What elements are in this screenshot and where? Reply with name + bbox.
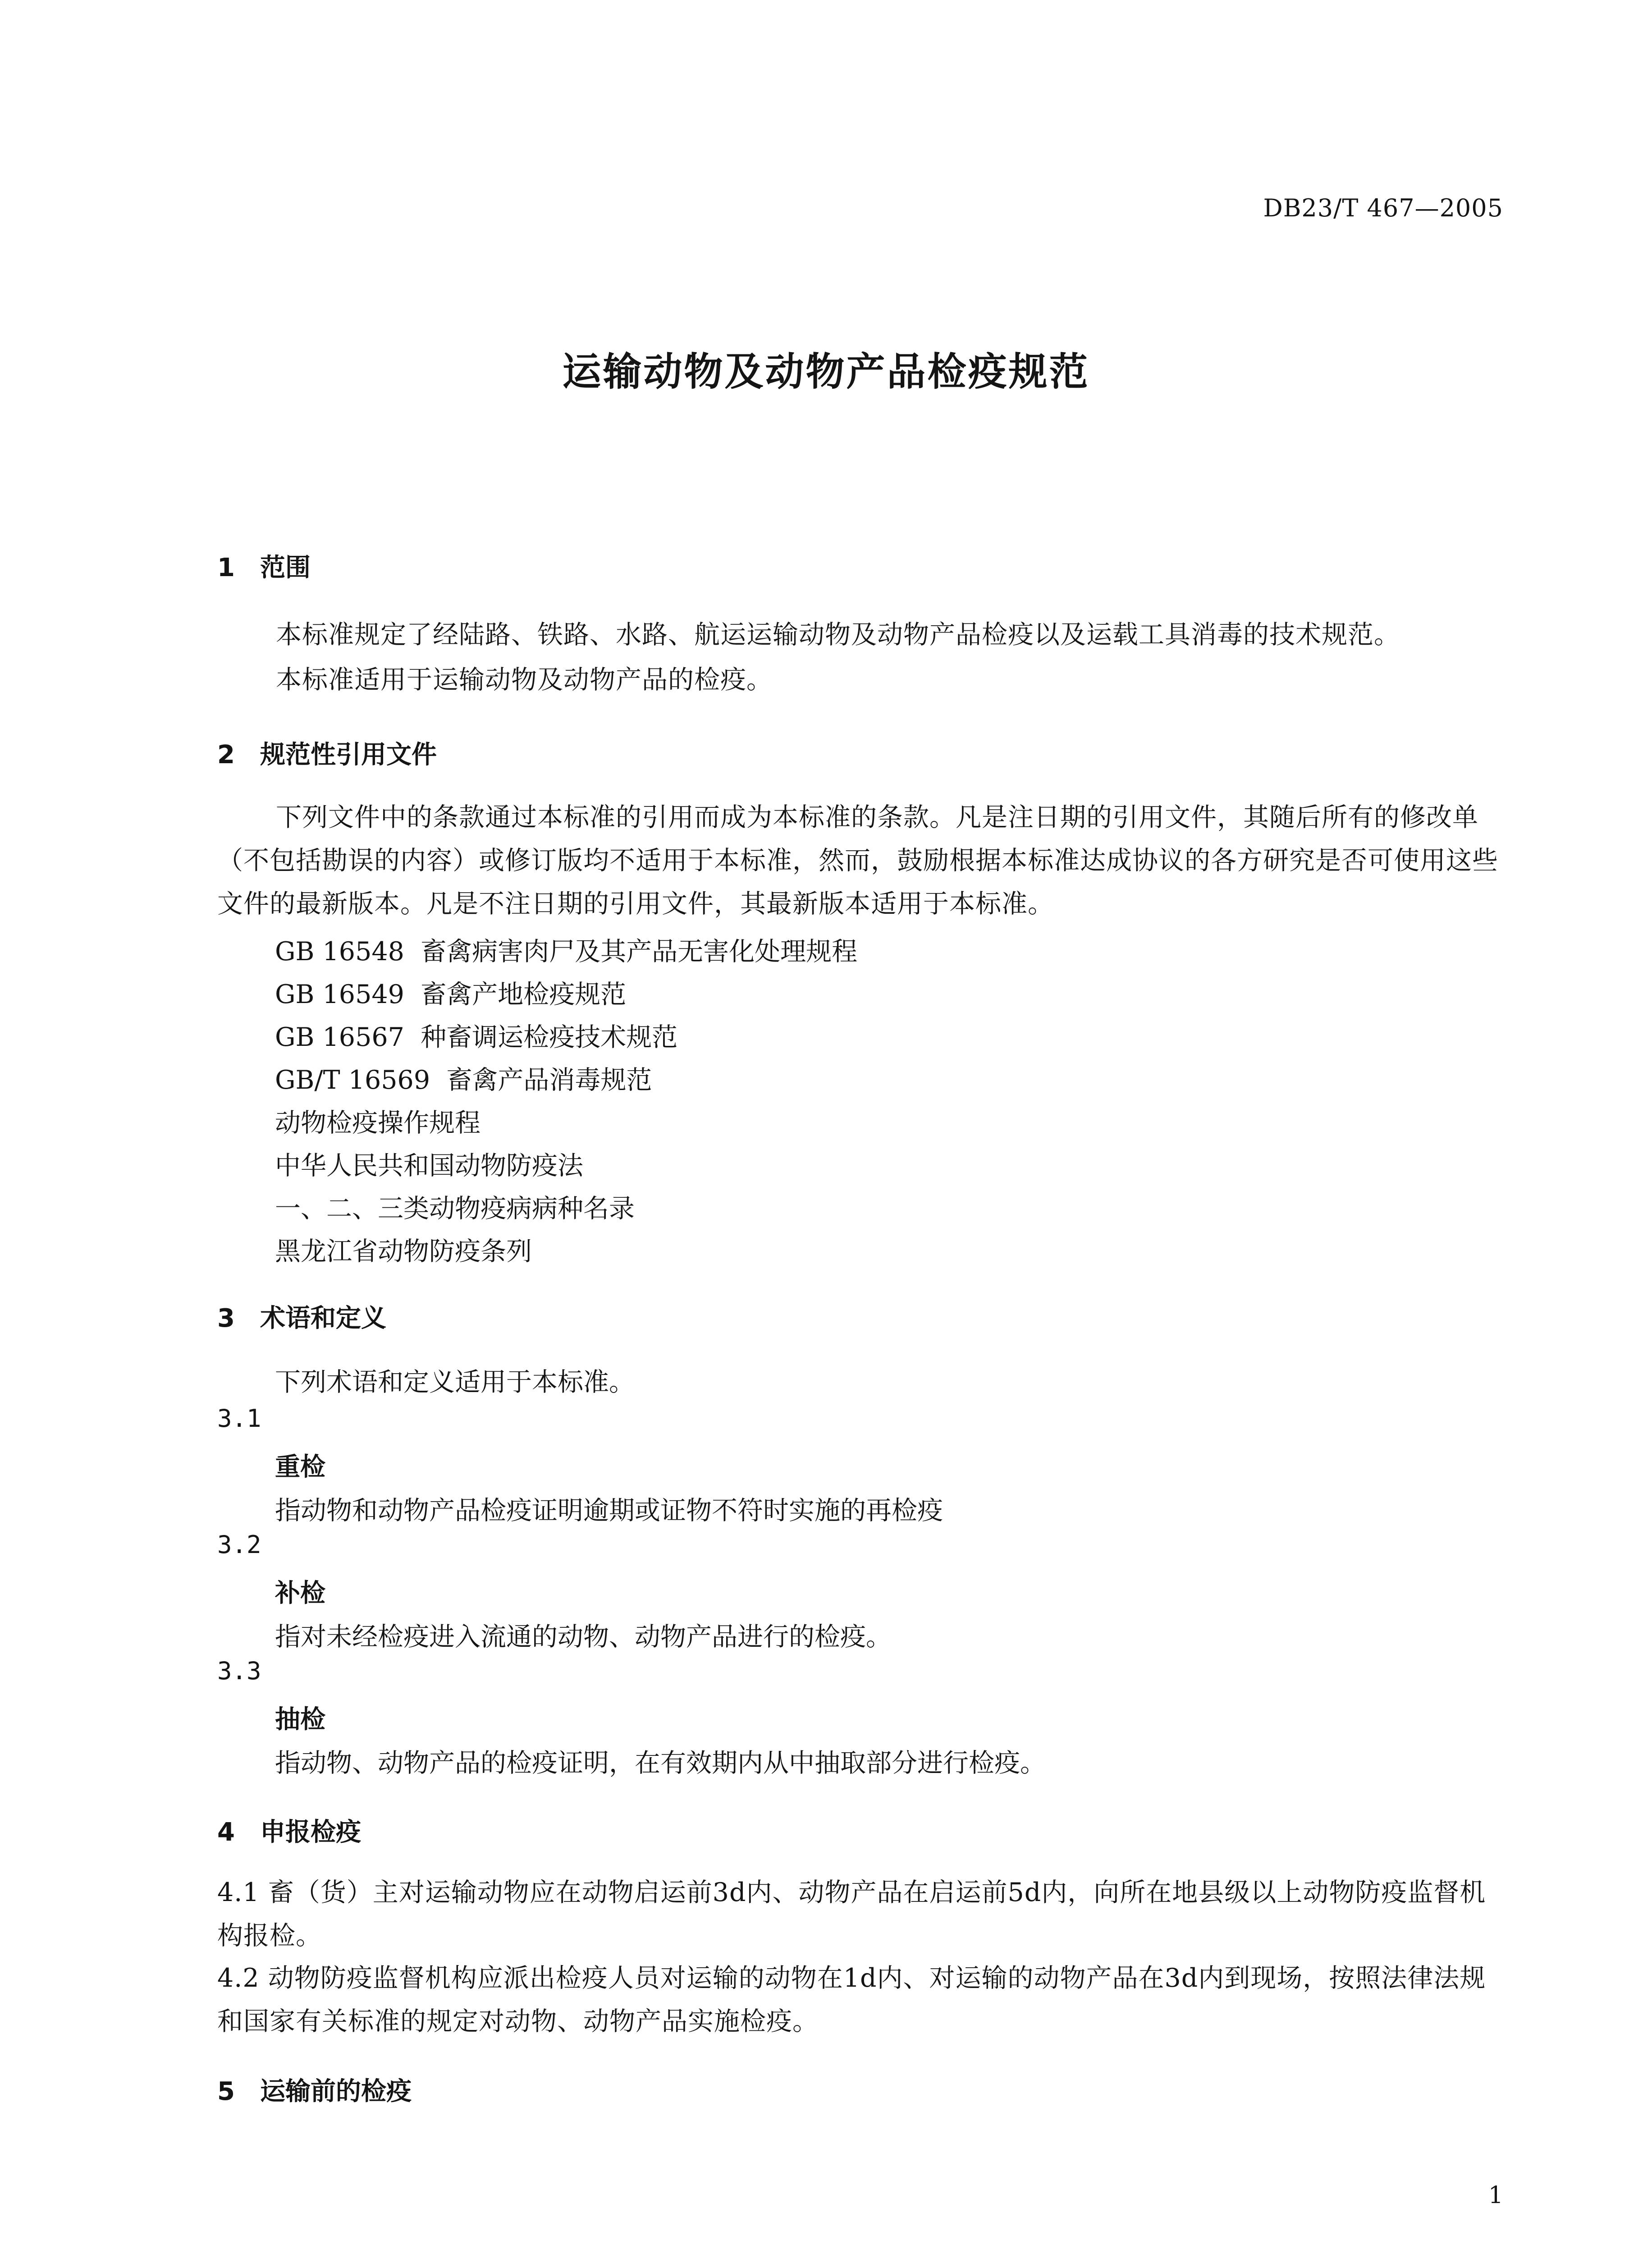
section-number: 2 (217, 740, 235, 770)
document-code: DB23/T 467—2005 (1263, 194, 1503, 222)
section-number: 1 (217, 553, 235, 582)
section-number: 5 (217, 2077, 235, 2106)
clause: 4.1 畜（货）主对运输动物应在动物启运前3d内、动物产品在启运前5d内，向所在地县级以上动物防疫监督机构报检。 (217, 1878, 1486, 1951)
paragraph: 本标准规定了经陆路、铁路、水路、航运运输动物及动物产品检疫以及运载工具消毒的技术规范。 (276, 620, 1400, 650)
term-number: 3.3 (217, 1657, 261, 1685)
reference-item: GB 16548 畜禽病害肉尸及其产品无害化处理规程 (275, 937, 858, 967)
section-title: 范围 (260, 553, 311, 582)
term-name: 抽检 (275, 1705, 325, 1734)
paragraph: 下列术语和定义适用于本标准。 (275, 1367, 635, 1397)
section-3-heading (217, 1298, 386, 1334)
page-number: 1 (1488, 2182, 1503, 2209)
document-title: 运输动物及动物产品检疫规范 (562, 349, 1090, 394)
reference-item: 动物检疫操作规程 (275, 1108, 480, 1138)
term-name: 补检 (275, 1579, 325, 1608)
reference-item: 一、二、三类动物疫病病种名录 (275, 1194, 635, 1223)
section-4-heading (217, 1812, 361, 1848)
section-title: 术语和定义 (260, 1304, 386, 1333)
section-title: 申报检疫 (260, 1818, 361, 1847)
reference-item: 黑龙江省动物防疫条列 (275, 1237, 532, 1266)
term-definition: 指动物、动物产品的检疫证明，在有效期内从中抽取部分进行检疫。 (275, 1748, 1046, 1778)
section-1-heading (217, 548, 311, 584)
reference-item: GB 16567 种畜调运检疫技术规范 (275, 1022, 678, 1052)
term-name: 重检 (275, 1452, 325, 1482)
term-number: 3.1 (217, 1404, 261, 1433)
section-2-heading (217, 735, 437, 771)
section-number: 3 (217, 1304, 235, 1333)
paragraph: 本标准适用于运输动物及动物产品的检疫。 (276, 665, 773, 695)
reference-item: 中华人民共和国动物防疫法 (275, 1151, 583, 1181)
section-title: 规范性引用文件 (260, 740, 437, 770)
term-definition: 指对未经检疫进入流通的动物、动物产品进行的检疫。 (275, 1622, 892, 1652)
term-number: 3.2 (217, 1530, 261, 1559)
paragraph: 下列文件中的条款通过本标准的引用而成为本标准的条款。凡是注日期的引用文件，其随后所有的修改单（不包括勘误的内容）或修订版均不适用于本标准，然而，鼓励根据本标准达成协议的各方研究是否可使用这些文件的最新版本。凡是不注日期的引用文件，其最新版本适用于本标准。 (217, 802, 1498, 919)
section-5-heading (217, 2071, 412, 2107)
section-number: 4 (217, 1818, 235, 1847)
term-definition: 指动物和动物产品检疫证明逾期或证物不符时实施的再检疫 (275, 1496, 943, 1526)
section-title: 运输前的检疫 (260, 2077, 412, 2106)
reference-item: GB/T 16569 畜禽产品消毒规范 (275, 1065, 652, 1095)
reference-item: GB 16549 畜禽产地检疫规范 (275, 980, 627, 1009)
clause: 4.2 动物防疫监督机构应派出检疫人员对运输的动物在1d内、对运输的动物产品在3d内到现场，按照法律法规和国家有关标准的规定对动物、动物产品实施检疫。 (217, 1963, 1486, 2036)
